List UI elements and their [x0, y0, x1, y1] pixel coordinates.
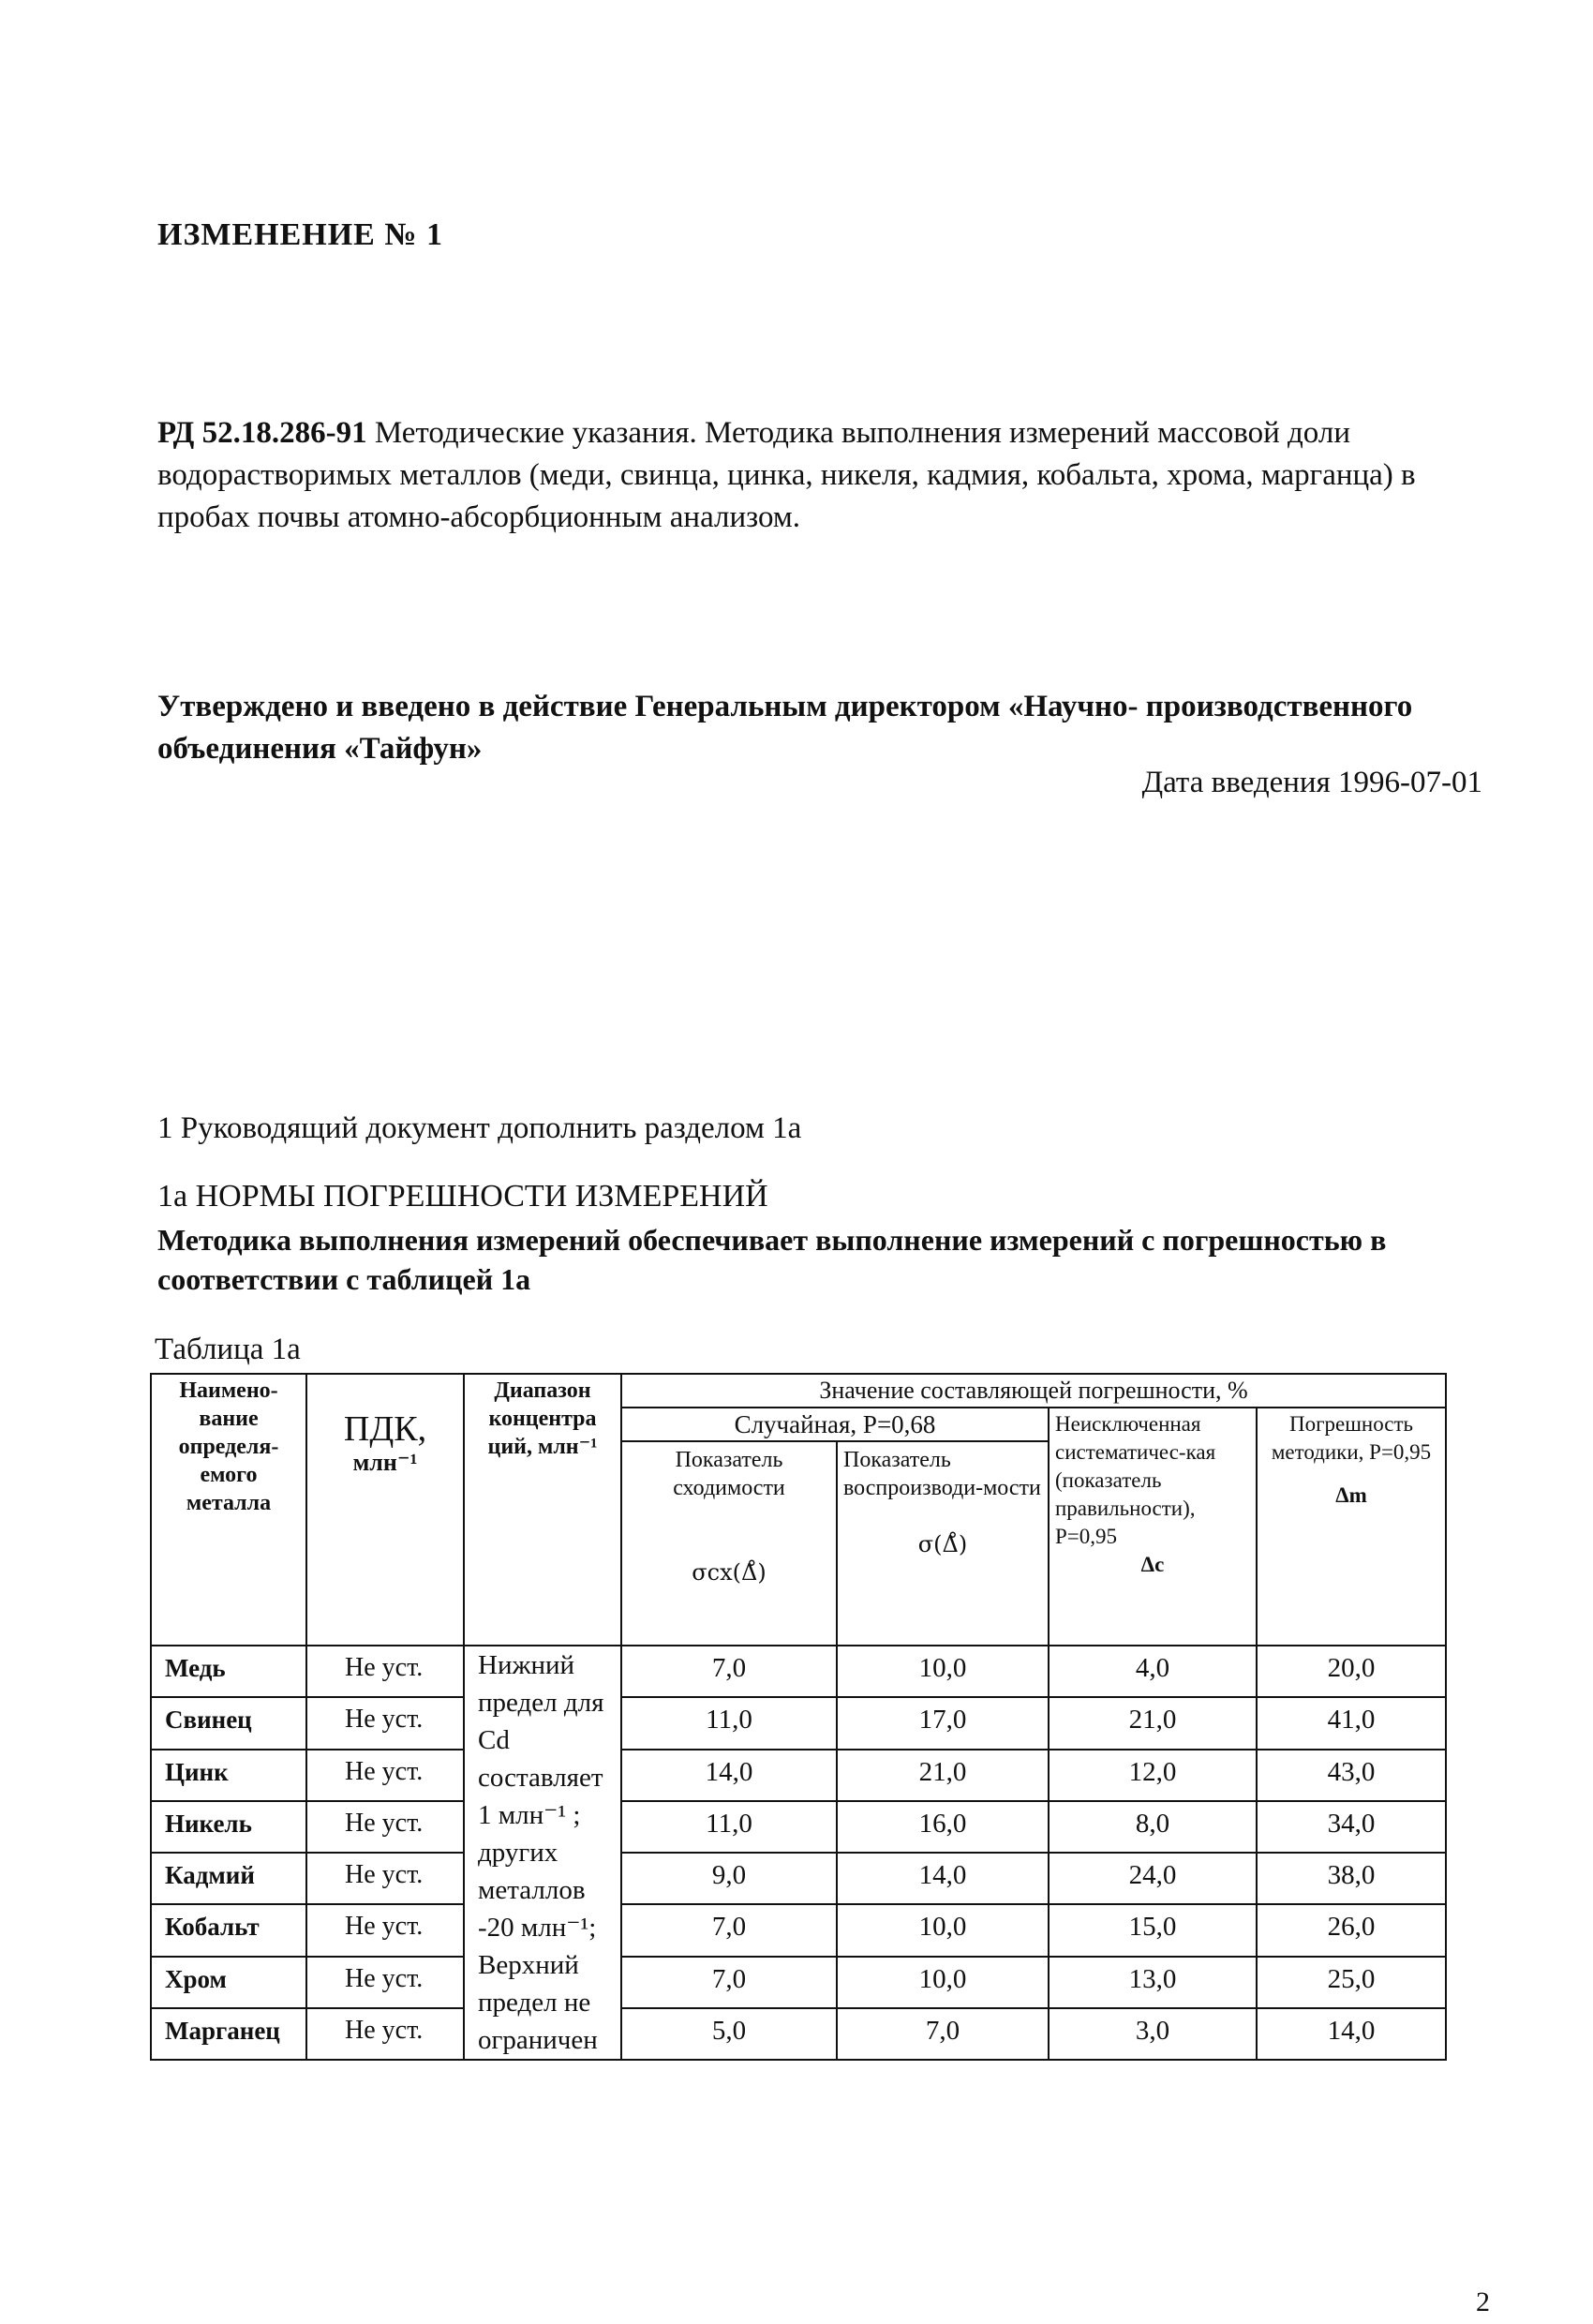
reproducibility-cell: 16,0 [837, 1801, 1049, 1853]
pdk-cell: Не уст. [306, 1853, 464, 1904]
metal-name-cell: Медь [151, 1646, 306, 1697]
table-row [151, 2008, 1446, 2060]
method-error-cell: 26,0 [1257, 1904, 1446, 1956]
reproducibility-cell: 7,0 [837, 2008, 1049, 2060]
systematic-cell: 3,0 [1049, 2008, 1257, 2060]
header-metal-name [151, 1374, 306, 1646]
reproducibility-cell: 10,0 [837, 1646, 1049, 1697]
header-reproducibility-text: Показатель воспроизводи-мости [843, 1448, 1041, 1500]
method-error-cell: 25,0 [1257, 1957, 1446, 2008]
table-row [151, 1853, 1446, 1904]
method-error-cell: 38,0 [1257, 1853, 1446, 1904]
table-row [151, 1646, 1446, 1697]
reproducibility-cell: 14,0 [837, 1853, 1049, 1904]
intro-text: Методические указания. Методика выполнения измерений массовой доли водорастворимых металлов (меди, свинца, цинка, никеля, кадмия, кобальта, хрома, марганца) в пробах почвы атомно-абсорбционным анализом. [157, 416, 1416, 534]
header-reproducibility-symbol: σ(Δ̊) [917, 1531, 968, 1557]
metal-name-cell: Кобальт [151, 1904, 306, 1956]
header-range [464, 1374, 621, 1646]
header-repeatability-symbol: σсх(Δ̊) [692, 1559, 767, 1586]
repeatability-cell: 5,0 [621, 2008, 837, 2060]
repeatability-cell: 14,0 [621, 1750, 837, 1801]
table-row [151, 1904, 1446, 1956]
intro-paragraph [157, 412, 1488, 539]
page-number: 2 [1476, 2287, 1490, 2317]
header-method-symbol: Δm [1335, 1483, 1367, 1507]
section-text: Методика выполнения измерений обеспечивает выполнение измерений с погрешностью в соответствии с таблицей 1а [157, 1223, 1387, 1296]
systematic-cell: 12,0 [1049, 1750, 1257, 1801]
method-error-cell: 20,0 [1257, 1646, 1446, 1697]
pdk-cell: Не уст. [306, 1646, 464, 1697]
method-error-cell: 14,0 [1257, 2008, 1446, 2060]
section-title: 1а НОРМЫ ПОГРЕШНОСТИ ИЗМЕРЕНИЙ [157, 1179, 768, 1214]
pdk-cell: Не уст. [306, 1697, 464, 1749]
reproducibility-cell: 17,0 [837, 1697, 1049, 1749]
pdk-cell: Не уст. [306, 1957, 464, 2008]
document-title: ИЗМЕНЕНИЕ № 1 [157, 217, 444, 252]
systematic-cell: 24,0 [1049, 1853, 1257, 1904]
systematic-cell: 13,0 [1049, 1957, 1257, 2008]
repeatability-cell: 7,0 [621, 1904, 837, 1956]
systematic-cell: 4,0 [1049, 1646, 1257, 1697]
header-pdk-unit: млн⁻¹ [352, 1449, 418, 1476]
table-row [151, 1750, 1446, 1801]
header-systematic [1049, 1408, 1257, 1646]
pdk-cell: Не уст. [306, 1904, 464, 1956]
error-norms-table [150, 1373, 1447, 2061]
metal-name-cell: Марганец [151, 2008, 306, 2060]
header-method [1257, 1408, 1446, 1646]
metal-name-cell: Цинк [151, 1750, 306, 1801]
header-metal-name-text: Наимено-вание определя-емого металла [178, 1378, 279, 1515]
pdk-cell: Не уст. [306, 2008, 464, 2060]
header-pdk [306, 1374, 464, 1646]
pdk-cell: Не уст. [306, 1750, 464, 1801]
table-row [151, 1801, 1446, 1853]
range-note-text: Нижний предел для Cd составляет 1 млн⁻¹ ; других металлов -20 млн⁻¹; Верхний предел не ограничен [478, 1650, 604, 2055]
header-repeatability-text: Показатель сходимости [673, 1448, 785, 1500]
repeatability-cell: 7,0 [621, 1957, 837, 2008]
table-row [151, 1957, 1446, 2008]
header-error-group: Значение составляющей погрешности, % [621, 1374, 1446, 1408]
header-repeatability [621, 1441, 837, 1646]
repeatability-cell: 11,0 [621, 1697, 837, 1749]
header-range-text: Диапазон концентра ций, млн⁻¹ [487, 1378, 598, 1459]
reproducibility-cell: 10,0 [837, 1957, 1049, 2008]
header-pdk-text: ПДК, [343, 1409, 427, 1449]
introduction-date: Дата введения 1996-07-01 [1141, 766, 1482, 799]
systematic-cell: 21,0 [1049, 1697, 1257, 1749]
amendment-item-1: 1 Руководящий документ дополнить разделом 1а [157, 1111, 802, 1145]
method-error-cell: 43,0 [1257, 1750, 1446, 1801]
header-reproducibility [837, 1441, 1049, 1646]
metal-name-cell: Никель [151, 1801, 306, 1853]
repeatability-cell: 9,0 [621, 1853, 837, 1904]
approval-statement: Утверждено и введено в действие Генеральным директором «Научно- производственного объединения «Тайфун» [157, 690, 1413, 766]
reproducibility-cell: 10,0 [837, 1904, 1049, 1956]
method-error-cell: 41,0 [1257, 1697, 1446, 1749]
range-note-cell [464, 1646, 621, 2060]
systematic-cell: 15,0 [1049, 1904, 1257, 1956]
metal-name-cell: Хром [151, 1957, 306, 2008]
metal-name-cell: Кадмий [151, 1853, 306, 1904]
header-systematic-symbol: Δс [1140, 1553, 1165, 1576]
reproducibility-cell: 21,0 [837, 1750, 1049, 1801]
pdk-cell: Не уст. [306, 1801, 464, 1853]
header-systematic-text: Неисключенная систематичес-кая (показатель правильности), P=0,95 [1055, 1412, 1216, 1548]
document-code: РД 52.18.286-91 [157, 416, 367, 450]
table-caption: Таблица 1а [155, 1333, 301, 1366]
repeatability-cell: 7,0 [621, 1646, 837, 1697]
header-random: Случайная, P=0,68 [621, 1408, 1049, 1441]
header-method-text: Погрешность методики, P=0,95 [1271, 1412, 1432, 1464]
metal-name-cell: Свинец [151, 1697, 306, 1749]
table-row [151, 1697, 1446, 1749]
systematic-cell: 8,0 [1049, 1801, 1257, 1853]
method-error-cell: 34,0 [1257, 1801, 1446, 1853]
repeatability-cell: 11,0 [621, 1801, 837, 1853]
